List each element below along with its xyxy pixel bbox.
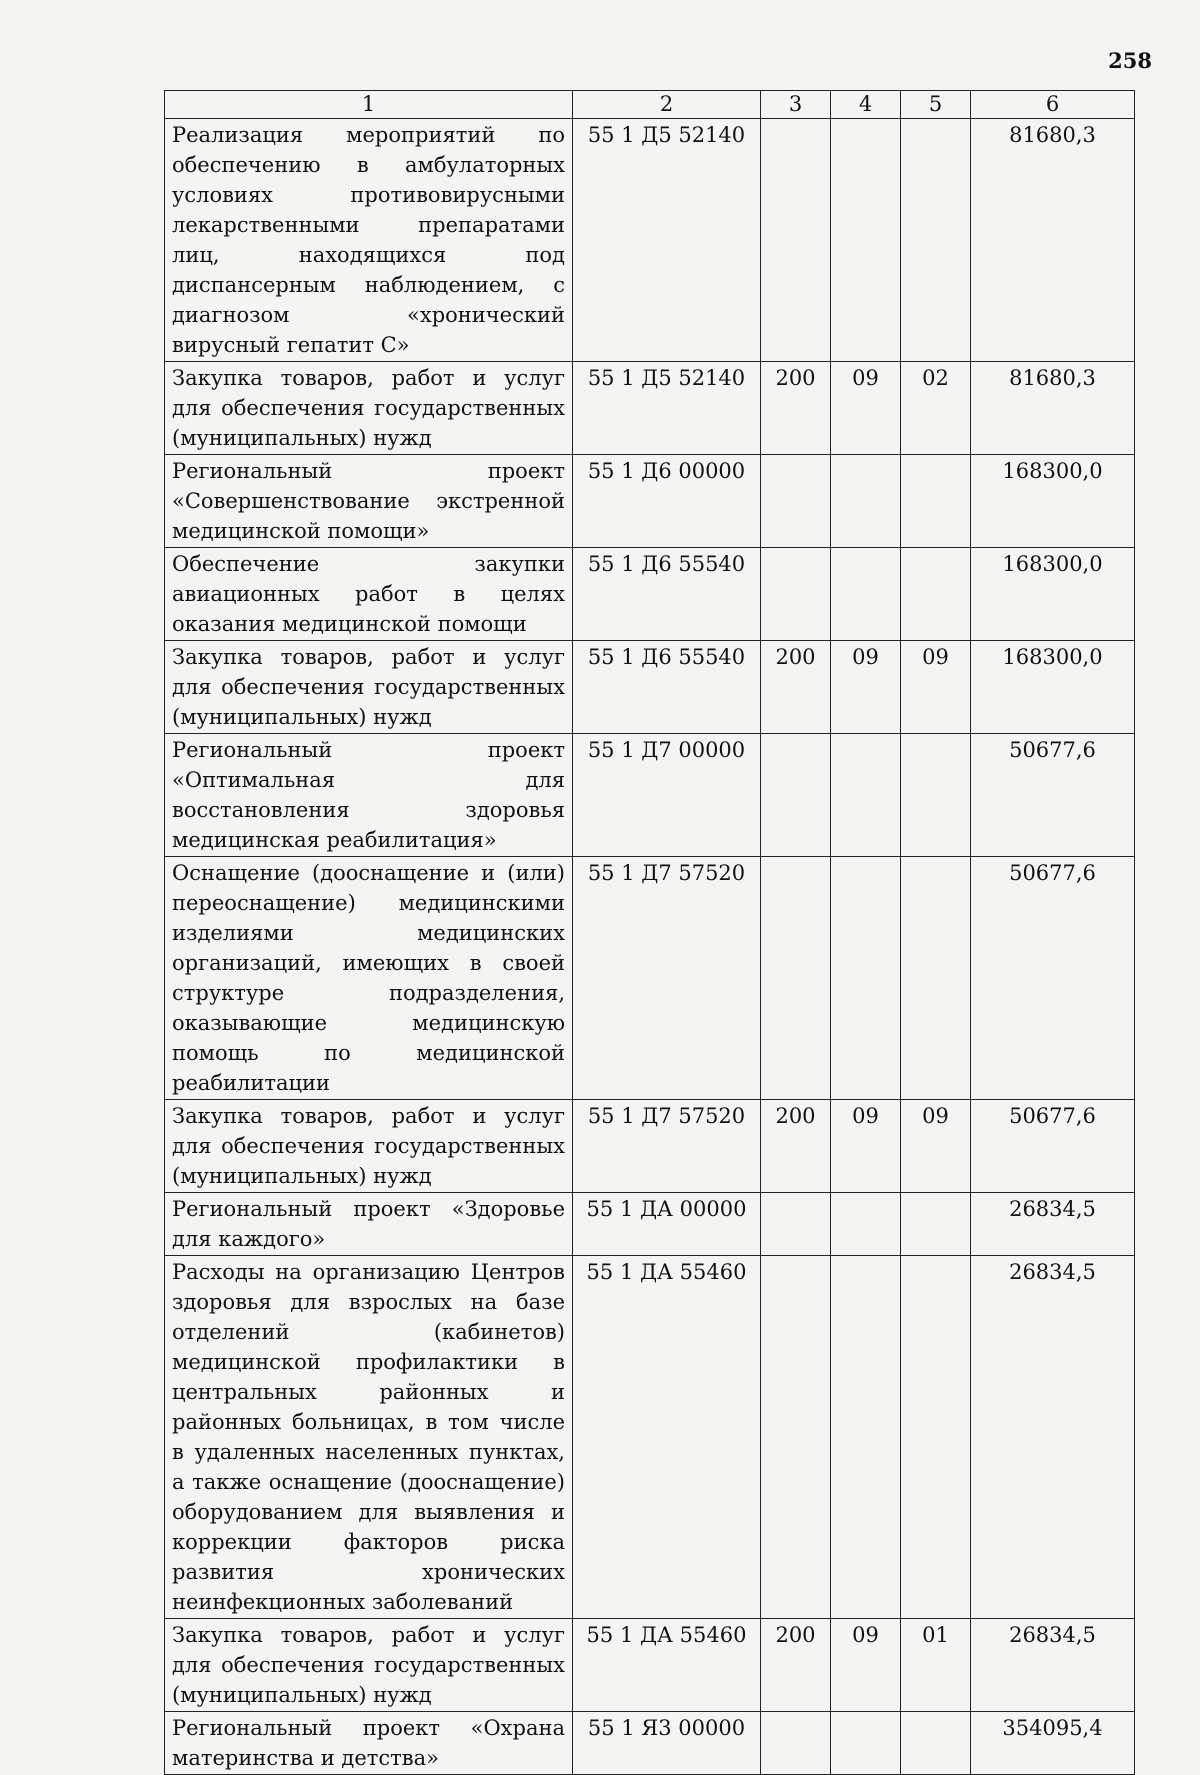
row-amount-cell: 168300,0	[971, 455, 1135, 548]
row-code-cell: 55 1 Д7 57520	[573, 1100, 761, 1193]
row-name-cell: Региональный проект «Оптимальная для восстановления здоровья медицинская реабилитация»	[165, 734, 573, 857]
row-col5-cell: 09	[901, 641, 971, 734]
row-col4-cell	[831, 857, 901, 1100]
row-code-cell: 55 1 ДА 55460	[573, 1256, 761, 1619]
row-col4-cell: 09	[831, 1619, 901, 1712]
row-code-cell: 55 1 Д5 52140	[573, 119, 761, 362]
row-amount-cell: 168300,0	[971, 548, 1135, 641]
row-col4-cell: 09	[831, 1100, 901, 1193]
row-name-cell: Реализация мероприятий по обеспечению в амбулаторных условиях противовирусными лекарственными препаратами лиц, находящихся под диспансерным наблюдением, с диагнозом «хронический вирусный гепатит С»	[165, 119, 573, 362]
row-name-cell: Оснащение (дооснащение и (или) переоснащение) медицинскими изделиями медицинских организаций, имеющих в своей структуре подразделения, оказывающие медицинскую помощь по медицинской реабилитации	[165, 857, 573, 1100]
table-row	[165, 1100, 1135, 1193]
row-name-cell: Обеспечение закупки авиационных работ в целях оказания медицинской помощи	[165, 548, 573, 641]
table-row	[165, 119, 1135, 362]
table-row	[165, 1193, 1135, 1256]
row-col4-cell	[831, 1193, 901, 1256]
header-cell: 2	[573, 91, 761, 119]
page-number: 258	[1108, 48, 1152, 73]
row-col3-cell	[761, 857, 831, 1100]
row-col3-cell	[761, 1712, 831, 1775]
row-code-cell: 55 1 Д6 55540	[573, 641, 761, 734]
row-col4-cell: 09	[831, 641, 901, 734]
row-code-cell: 55 1 Д6 00000	[573, 455, 761, 548]
table-row	[165, 857, 1135, 1100]
table-row	[165, 1256, 1135, 1619]
header-cell: 3	[761, 91, 831, 119]
row-amount-cell: 81680,3	[971, 119, 1135, 362]
row-col5-cell	[901, 1193, 971, 1256]
row-col5-cell	[901, 455, 971, 548]
row-name-cell: Региональный проект «Совершенствование экстренной медицинской помощи»	[165, 455, 573, 548]
row-amount-cell: 26834,5	[971, 1256, 1135, 1619]
row-amount-cell: 26834,5	[971, 1619, 1135, 1712]
row-amount-cell: 50677,6	[971, 734, 1135, 857]
row-code-cell: 55 1 Я3 00000	[573, 1712, 761, 1775]
row-col4-cell	[831, 1256, 901, 1619]
row-col3-cell: 200	[761, 1619, 831, 1712]
header-cell: 5	[901, 91, 971, 119]
row-col3-cell: 200	[761, 641, 831, 734]
row-col3-cell	[761, 119, 831, 362]
row-col4-cell	[831, 734, 901, 857]
row-name-cell: Закупка товаров, работ и услуг для обеспечения государственных (муниципальных) нужд	[165, 1619, 573, 1712]
row-code-cell: 55 1 ДА 55460	[573, 1619, 761, 1712]
row-code-cell: 55 1 Д5 52140	[573, 362, 761, 455]
row-code-cell: 55 1 Д7 57520	[573, 857, 761, 1100]
row-col4-cell	[831, 119, 901, 362]
table-row	[165, 455, 1135, 548]
table-body	[165, 119, 1135, 1775]
table-row	[165, 734, 1135, 857]
row-amount-cell: 26834,5	[971, 1193, 1135, 1256]
header-cell: 6	[971, 91, 1135, 119]
row-col5-cell	[901, 119, 971, 362]
row-name-cell: Региональный проект «Охрана материнства и детства»	[165, 1712, 573, 1775]
table-row	[165, 548, 1135, 641]
row-col3-cell	[761, 734, 831, 857]
row-col5-cell	[901, 548, 971, 641]
budget-table	[164, 90, 1135, 1775]
row-col5-cell	[901, 1256, 971, 1619]
row-amount-cell: 50677,6	[971, 1100, 1135, 1193]
row-col3-cell	[761, 1256, 831, 1619]
row-col5-cell: 02	[901, 362, 971, 455]
row-col4-cell	[831, 548, 901, 641]
row-col4-cell	[831, 455, 901, 548]
row-code-cell: 55 1 Д6 55540	[573, 548, 761, 641]
row-col4-cell	[831, 1712, 901, 1775]
row-col3-cell: 200	[761, 362, 831, 455]
table-row	[165, 1712, 1135, 1775]
row-amount-cell: 354095,4	[971, 1712, 1135, 1775]
table-row	[165, 1619, 1135, 1712]
row-col3-cell: 200	[761, 1100, 831, 1193]
row-col3-cell	[761, 455, 831, 548]
row-code-cell: 55 1 Д7 00000	[573, 734, 761, 857]
header-cell: 1	[165, 91, 573, 119]
row-col5-cell	[901, 734, 971, 857]
row-col5-cell: 09	[901, 1100, 971, 1193]
row-col5-cell	[901, 857, 971, 1100]
table-row	[165, 641, 1135, 734]
row-col3-cell	[761, 548, 831, 641]
table-row	[165, 362, 1135, 455]
row-amount-cell: 81680,3	[971, 362, 1135, 455]
row-name-cell: Закупка товаров, работ и услуг для обеспечения государственных (муниципальных) нужд	[165, 1100, 573, 1193]
row-col3-cell	[761, 1193, 831, 1256]
header-cell: 4	[831, 91, 901, 119]
row-col5-cell: 01	[901, 1619, 971, 1712]
row-col5-cell	[901, 1712, 971, 1775]
row-amount-cell: 168300,0	[971, 641, 1135, 734]
row-code-cell: 55 1 ДА 00000	[573, 1193, 761, 1256]
row-name-cell: Закупка товаров, работ и услуг для обеспечения государственных (муниципальных) нужд	[165, 362, 573, 455]
row-col4-cell: 09	[831, 362, 901, 455]
row-amount-cell: 50677,6	[971, 857, 1135, 1100]
row-name-cell: Расходы на организацию Центров здоровья для взрослых на базе отделений (кабинетов) медицинской профилактики в центральных районных и районных больницах, в том числе в удаленных населенных пунктах, а также оснащение (дооснащение) оборудованием для выявления и коррекции факторов риска развития хронических неинфекционных заболеваний	[165, 1256, 573, 1619]
header-row	[165, 91, 1135, 119]
row-name-cell: Региональный проект «Здоровье для каждого»	[165, 1193, 573, 1256]
row-name-cell: Закупка товаров, работ и услуг для обеспечения государственных (муниципальных) нужд	[165, 641, 573, 734]
